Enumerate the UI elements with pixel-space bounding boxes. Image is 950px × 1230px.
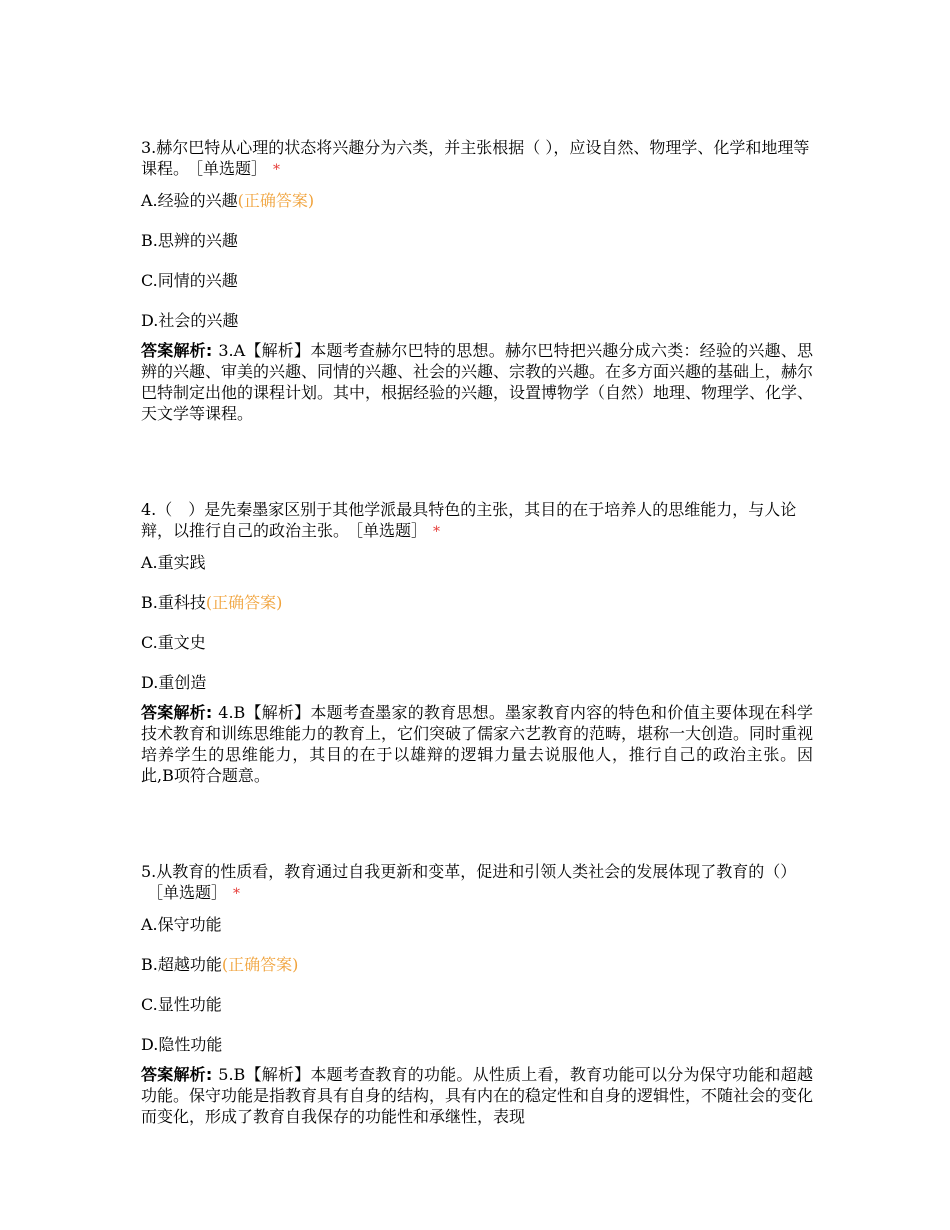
correct-answer-tag: (正确答案) <box>205 593 283 612</box>
question-type-label: ［单选题］ <box>355 521 428 540</box>
required-mark: * <box>233 886 241 902</box>
answer-explanation <box>141 340 813 424</box>
option-b[interactable] <box>141 954 813 976</box>
option-a[interactable] <box>141 190 813 212</box>
option-d[interactable] <box>141 672 813 694</box>
question-4 <box>141 499 813 786</box>
option-c[interactable] <box>141 270 813 292</box>
correct-answer-tag: (正确答案) <box>237 191 315 210</box>
option-text: D.隐性功能 <box>141 1035 223 1054</box>
question-stem <box>141 861 813 905</box>
question-spacer <box>141 786 813 861</box>
question-stem-text: 4.（ ）是先秦墨家区别于其他学派最具特色的主张，其目的在于培养人的思维能力，与人论辩，以推行自己的政治主张。 <box>141 500 797 540</box>
question-type-label: ［单选题］ <box>195 159 268 178</box>
option-d[interactable] <box>141 310 813 332</box>
option-text: C.重文史 <box>141 633 206 652</box>
question-stem-text: 5.从教育的性质看，教育通过自我更新和变革，促进和引领人类社会的发展体现了教育的（） <box>141 862 797 881</box>
question-list <box>141 137 813 1127</box>
option-text: B.思辨的兴趣 <box>141 231 238 250</box>
option-b[interactable] <box>141 230 813 252</box>
question-stem <box>141 137 813 181</box>
option-text: C.同情的兴趣 <box>141 271 238 290</box>
explanation-text: 4.B【解析】本题考查墨家的教育思想。墨家教育内容的特色和价值主要体现在科学技术教育和训练思维能力的教育上，它们突破了儒家六艺教育的范畴，堪称一大创造。同时重视培养学生的思维能力，其目的在于以雄辩的逻辑力量去说服他人，推行自己的政治主张。因此,B项符合题意。 <box>141 703 814 785</box>
explanation-text: 3.A【解析】本题考查赫尔巴特的思想。赫尔巴特把兴趣分成六类：经验的兴趣、思辨的兴趣、审美的兴趣、同情的兴趣、社会的兴趣、宗教的兴趣。在多方面兴趣的基础上，赫尔巴特制定出他的课程计划。其中，根据经验的兴趣，设置博物学（自然）地理、物理学、化学、天文学等课程。 <box>141 341 814 423</box>
option-text: A.经验的兴趣 <box>141 191 238 210</box>
option-a[interactable] <box>141 914 813 936</box>
option-a[interactable] <box>141 552 813 574</box>
required-mark: * <box>273 162 281 178</box>
required-mark: * <box>433 524 441 540</box>
question-type-label: ［单选题］ <box>147 883 228 902</box>
option-text: B.超越功能 <box>141 955 222 974</box>
correct-answer-tag: (正确答案) <box>221 955 299 974</box>
explanation-label: 答案解析: <box>141 703 213 722</box>
answer-explanation <box>141 1064 813 1127</box>
option-c[interactable] <box>141 632 813 654</box>
explanation-text: 5.B【解析】本题考查教育的功能。从性质上看，教育功能可以分为保守功能和超越功能。保守功能是指教育具有自身的结构，具有内在的稳定性和自身的逻辑性，不随社会的变化而变化，形成了教育自我保存的功能性和承继性，表现 <box>141 1065 814 1126</box>
option-text: A.重实践 <box>141 553 206 572</box>
explanation-label: 答案解析: <box>141 341 213 360</box>
question-stem-text: 3.赫尔巴特从心理的状态将兴趣分为六类，并主张根据（ ），应设自然、物理学、化学和地理等课程。 <box>141 138 810 178</box>
option-text: D.重创造 <box>141 673 207 692</box>
explanation-label: 答案解析: <box>141 1065 213 1084</box>
option-b[interactable] <box>141 592 813 614</box>
question-stem <box>141 499 813 543</box>
answer-explanation <box>141 702 813 786</box>
question-spacer <box>141 424 813 499</box>
option-text: C.显性功能 <box>141 995 222 1014</box>
option-text: D.社会的兴趣 <box>141 311 239 330</box>
question-5 <box>141 861 813 1127</box>
option-d[interactable] <box>141 1034 813 1056</box>
question-3 <box>141 137 813 424</box>
option-text: A.保守功能 <box>141 915 222 934</box>
option-c[interactable] <box>141 994 813 1016</box>
option-text: B.重科技 <box>141 593 206 612</box>
